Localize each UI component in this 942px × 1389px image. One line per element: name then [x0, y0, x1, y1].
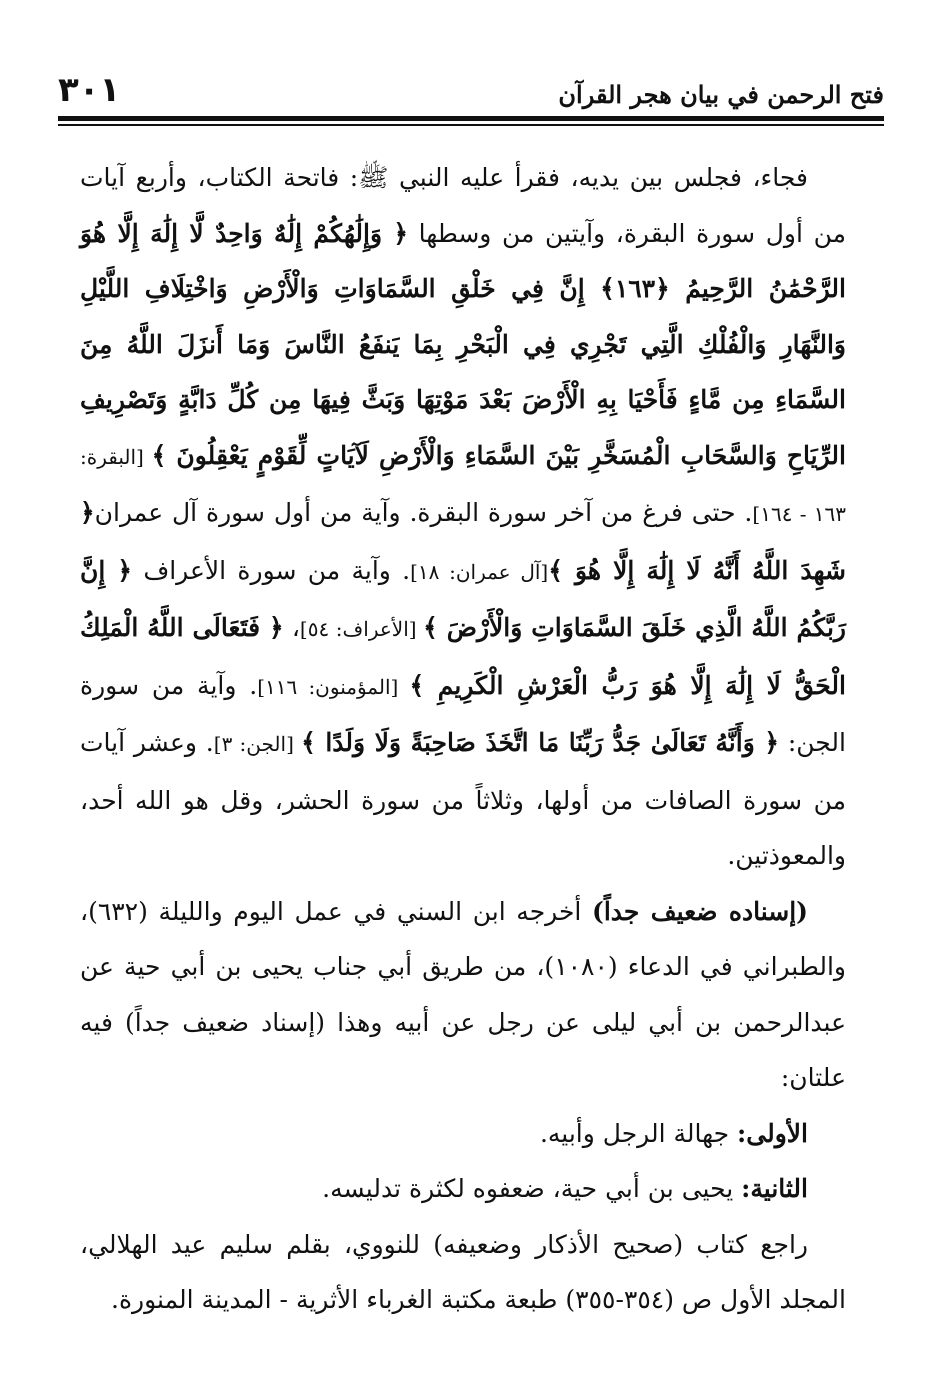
quran-verse-baqarah: ﴿ وَإِلَٰهُكُمْ إِلَٰهٌ وَاحِدٌ لَّا إِلَٰهَ إِلَّا هُوَ الرَّحْمَٰنُ الرَّحِيمُ ﴿١٦٣﴾ إِنَّ فِي خَلْقِ السَّمَاوَاتِ وَالْأَرْضِ وَاخْتِلَافِ اللَّيْلِ وَالنَّهَارِ وَالْفُلْكِ الَّتِي تَجْرِي فِي الْبَحْرِ بِمَا يَنفَعُ النَّاسَ وَمَا أَنزَلَ اللَّهُ مِنَ السَّمَاءِ مِن مَّاءٍ فَأَحْيَا بِهِ الْأَرْضَ بَعْدَ مَوْتِهَا وَبَثَّ فِيهَا مِن كُلِّ دَابَّةٍ وَتَصْرِيفِ الرِّيَاحِ وَالسَّحَابِ الْمُسَخَّرِ بَيْنَ السَّمَاءِ وَالْأَرْضِ لَآيَاتٍ لِّقَوْمٍ يَعْقِلُونَ ﴾ [80, 218, 846, 470]
hadith-text-3: . وآية من سورة الأعراف [132, 555, 411, 585]
header-rule-thick [58, 116, 884, 121]
second-defect-text: يحيى بن أبي حية، ضعفوه لكثرة تدليسه. [322, 1174, 742, 1203]
hadith-text-4: ، [283, 613, 300, 642]
hadith-paragraph [80, 150, 846, 884]
hadith-text-2: . حتى فرغ من آخر سورة البقرة. وآية من أول سورة آل عمران [94, 498, 753, 527]
hadith-text-5: . وآية من سورة الجن: [80, 670, 846, 757]
second-defect-label: الثانية: [741, 1174, 808, 1203]
hadith-intro: فجاء، فجلس بين يديه، فقرأ عليه النبي ﷺ: فاتحة الكتاب، وأربع آيات من أول سورة البقرة، وآيتين من وسطها [80, 163, 846, 248]
first-defect [80, 1106, 846, 1162]
isnad-text: أخرجه ابن السني في عمل اليوم والليلة (٦٣٢)، والطبراني في الدعاء (١٠٨٠)، من طريق أبي جناب يحيى بن أبي حية عن عبدالرحمن بن أبي ليلى عن رجل عن أبيه وهذا (إسناد ضعيف جداً) فيه علتان: [80, 896, 846, 1092]
second-defect [80, 1161, 846, 1217]
hadith-text-6: . وعشر آيات من سورة الصافات من أولها، وثلاثاً من سورة الحشر، وقل هو الله أحد، والمعوذتين. [80, 728, 846, 870]
book-title: فتح الرحمن في بيان هجر القرآن [558, 80, 884, 109]
isnad-paragraph [80, 884, 846, 1106]
quran-verse-jinn: ﴿ وَأَنَّهُ تَعَالَىٰ جَدُّ رَبِّنَا مَا اتَّخَذَ صَاحِبَةً وَلَا وَلَدًا ﴾ [301, 728, 780, 757]
verse-ref-baqarah: [البقرة: ١٦٣ - ١٦٤] [80, 444, 846, 526]
first-defect-label: الأولى: [737, 1118, 808, 1148]
verse-ref-jinn: [الجن: ٣] [213, 732, 302, 756]
first-defect-text: جهالة الرجل وأبيه. [539, 1118, 738, 1148]
header-rule-thin [58, 124, 884, 126]
reference-paragraph [80, 1217, 846, 1328]
quran-verse-muminun: ﴿ فَتَعَالَى اللَّهُ الْمَلِكُ الْحَقُّ لَا إِلَٰهَ إِلَّا هُوَ رَبُّ الْعَرْشِ الْكَرِيمِ ﴾ [80, 613, 846, 700]
quran-verse-araf: ﴿ إِنَّ رَبَّكُمُ اللَّهُ الَّذِي خَلَقَ السَّمَاوَاتِ وَالْأَرْضَ ﴾ [80, 555, 846, 642]
page-body [80, 150, 846, 1328]
verse-ref-al-imran: [آل عمران: ١٨] [410, 559, 549, 584]
quran-verse-al-imran: ﴿ شَهِدَ اللَّهُ أَنَّهُ لَا إِلَٰهَ إِلَّا هُوَ ﴾ [80, 498, 846, 585]
reference-text: راجع كتاب (صحيح الأذكار وضعيفه) للنووي، بقلم سليم عيد الهلالي، المجلد الأول ص (٣٥٤-٣٥٥) طبعة مكتبة الغرباء الأثرية - المدينة المنورة. [80, 1229, 846, 1314]
running-header [58, 66, 884, 116]
verse-ref-araf: [الأعراف: ٥٤] [299, 617, 424, 641]
verse-ref-muminun: [المؤمنون: ١١٦] [257, 674, 410, 699]
page-number: ٣٠١ [58, 70, 121, 110]
isnad-label: (إسناده ضعيف جداً) [592, 896, 808, 926]
